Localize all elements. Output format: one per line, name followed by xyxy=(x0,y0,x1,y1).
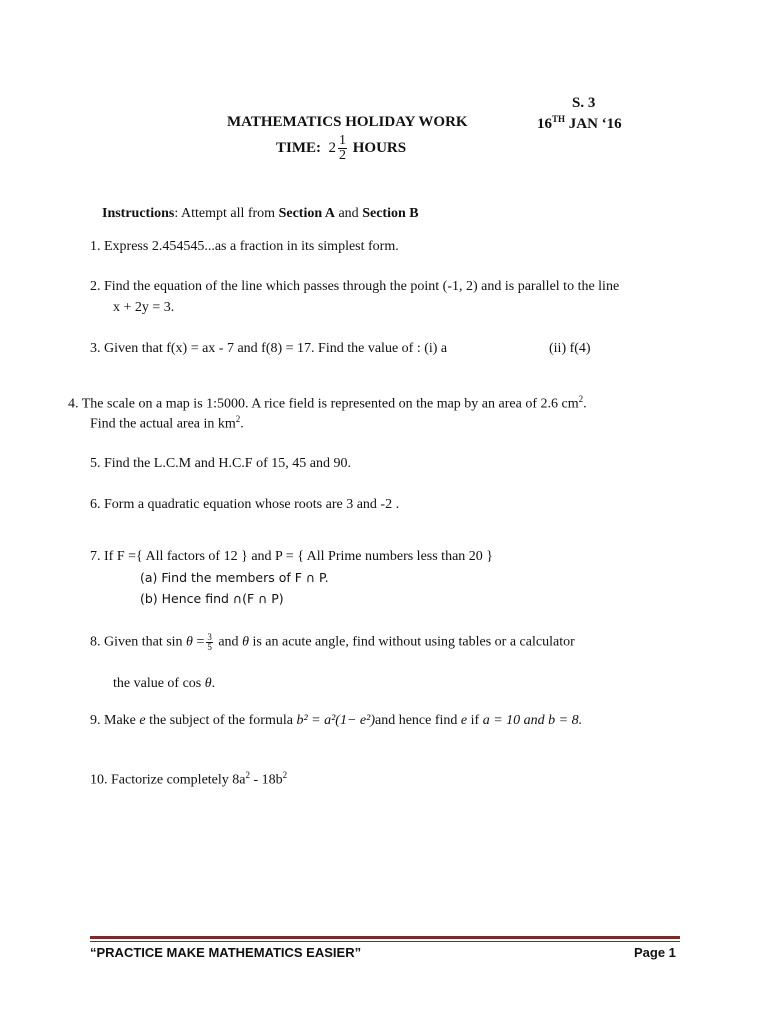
question-2-cont: x + 2y = 3. xyxy=(113,300,175,315)
footer-motto: “PRACTICE MAKE MATHEMATICS EASIER” xyxy=(90,945,362,960)
question-1: 1. Express 2.454545...as a fraction in its simplest form. xyxy=(90,239,399,254)
footer-rule-thick xyxy=(90,936,680,939)
question-5: 5. Find the L.C.M and H.C.F of 15, 45 and 90. xyxy=(90,456,351,471)
formula: b² = a²(1− e²) xyxy=(296,713,375,728)
question-6: 6. Form a quadratic equation whose roots are 3 and -2 . xyxy=(90,497,400,512)
page-title: MATHEMATICS HOLIDAY WORK xyxy=(227,114,468,130)
question-7b: (b) Hence find ∩(F ∩ P) xyxy=(140,591,284,606)
question-3: 3. Given that f(x) = ax - 7 and f(8) = 17. Find the value of : (i) a xyxy=(90,341,448,356)
time-allowed: TIME: 2 $\frac{1}{2}$ HOURS xyxy=(276,133,407,163)
question-10: 10. Factorize completely $8a^2 - 18b^2$ xyxy=(90,770,288,788)
page-number: Page 1 xyxy=(634,945,676,960)
instructions: Instructions: Attempt all from Section A and Section B xyxy=(102,206,419,221)
class-label: S. 3 xyxy=(572,95,596,111)
question-9: 9. Make e the subject of the formula b² = a²(1− e²)and hence find e if a = 10 and b = 8. xyxy=(90,713,583,728)
date: 16TH JAN ‘16 xyxy=(537,114,622,132)
footer-rule-thin xyxy=(90,941,680,942)
question-7a: (a) Find the members of F ∩ P. xyxy=(140,570,329,585)
question-7: 7. If F ={ All factors of 12 } and P = { All Prime numbers less than 20 } xyxy=(90,549,494,564)
question-4: 4. The scale on a map is 1:5000. A rice field is represented on the map by an area of 2.6 $cm^2$. xyxy=(68,394,587,412)
question-4-cont: Find the actual area in $km^2$. xyxy=(90,414,244,432)
question-8: 8. Given that sin θ = $\frac{3}{5}$ and θ is an acute angle, find without using tables or a calculator xyxy=(90,632,575,652)
question-3-part-ii: (ii) f(4) xyxy=(549,341,591,356)
question-2: 2. Find the equation of the line which passes through the point (-1, 2) and is parallel to the line xyxy=(90,279,620,294)
question-8-cont: the value of cos θ. xyxy=(113,676,216,691)
